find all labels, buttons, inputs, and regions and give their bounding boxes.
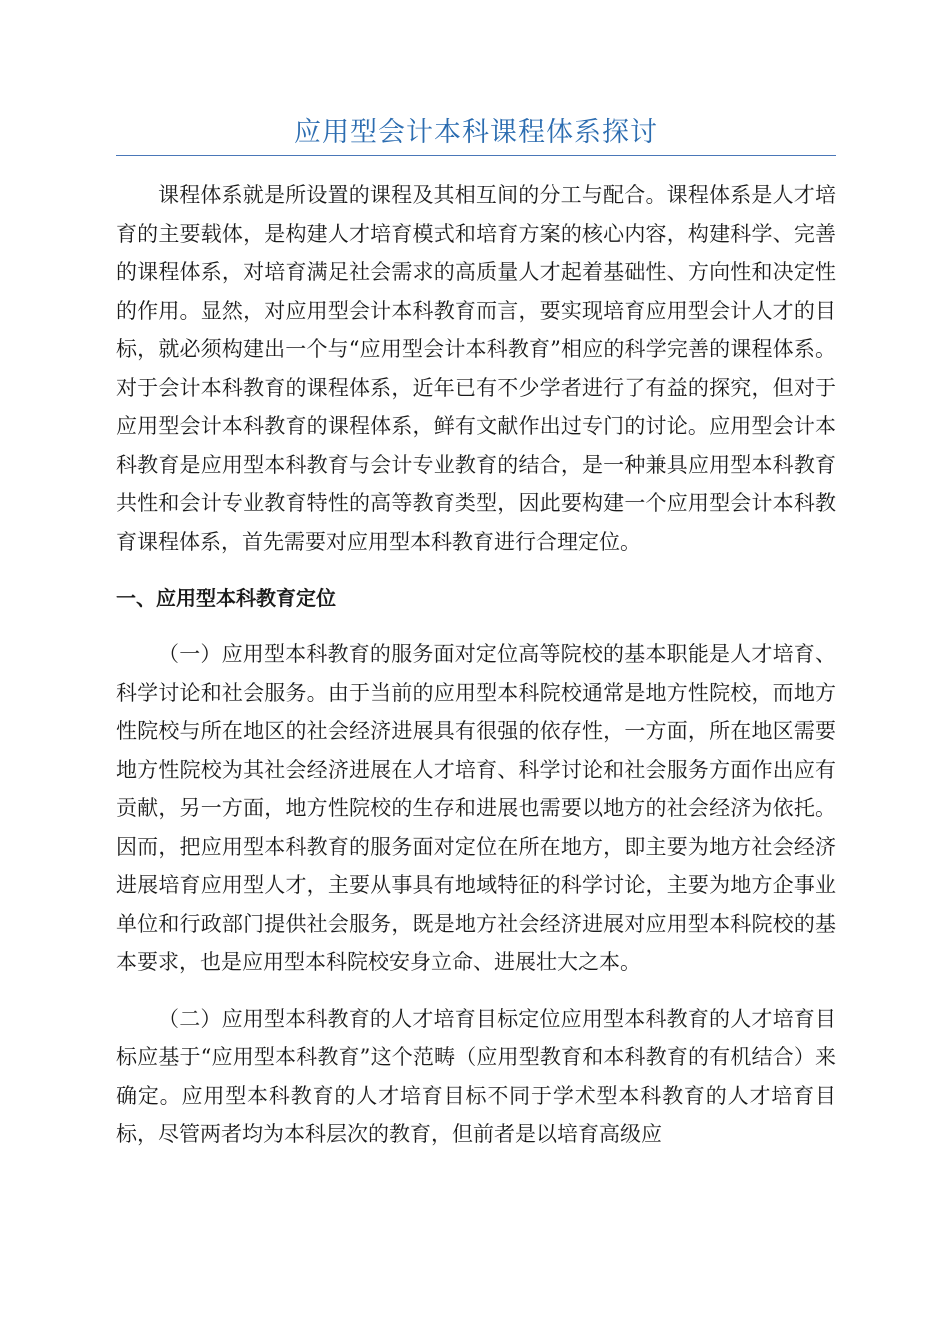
- title-underline: [116, 155, 836, 156]
- section1-paragraph-1: （一）应用型本科教育的服务面对定位高等院校的基本职能是人才培育、科学讨论和社会服务。由于当前的应用型本科院校通常是地方性院校，而地方性院校与所在地区的社会经济进展具有很强的依存性，一方面，所在地区需要地方性院校为其社会经济进展在人才培育、科学讨论和社会服务方面作出应有贡献，另一方面，地方性院校的生存和进展也需要以地方的社会经济为依托。因而，把应用型本科教育的服务面对定位在所在地方，即主要为地方社会经济进展培育应用型人才，主要从事具有地域特征的科学讨论，主要为地方企事业单位和行政部门提供社会服务，既是地方社会经济进展对应用型本科院校的基本要求，也是应用型本科院校安身立命、进展壮大之本。: [116, 642, 836, 974]
- document-title: 应用型会计本科课程体系探讨: [294, 117, 658, 148]
- section1-paragraph-2: （二）应用型本科教育的人才培育目标定位应用型本科教育的人才培育目标应基于“应用型本科教育”这个范畴（应用型教育和本科教育的有机结合）来确定。应用型本科教育的人才培育目标不同于学术型本科教育的人才培育目标，尽管两者均为本科层次的教育，但前者是以培育高级应: [116, 1006, 836, 1146]
- document-body: [116, 176, 836, 1154]
- intro-paragraph: 课程体系就是所设置的课程及其相互间的分工与配合。课程体系是人才培育的主要载体，是构建人才培育模式和培育方案的核心内容，构建科学、完善的课程体系，对培育满足社会需求的高质量人才起着基础性、方向性和决定性的作用。显然，对应用型会计本科教育而言，要实现培育应用型会计人才的目标，就必须构建出一个与“应用型会计本科教育”相应的科学完善的课程体系。对于会计本科教育的课程体系，近年已有不少学者进行了有益的探究，但对于应用型会计本科教育的课程体系，鲜有文献作出过专门的讨论。应用型会计本科教育是应用型本科教育与会计专业教育的结合，是一种兼具应用型本科教育共性和会计专业教育特性的高等教育类型，因此要构建一个应用型会计本科教育课程体系，首先需要对应用型本科教育进行合理定位。: [116, 183, 836, 554]
- section-heading-1: 一、应用型本科教育定位: [116, 586, 336, 610]
